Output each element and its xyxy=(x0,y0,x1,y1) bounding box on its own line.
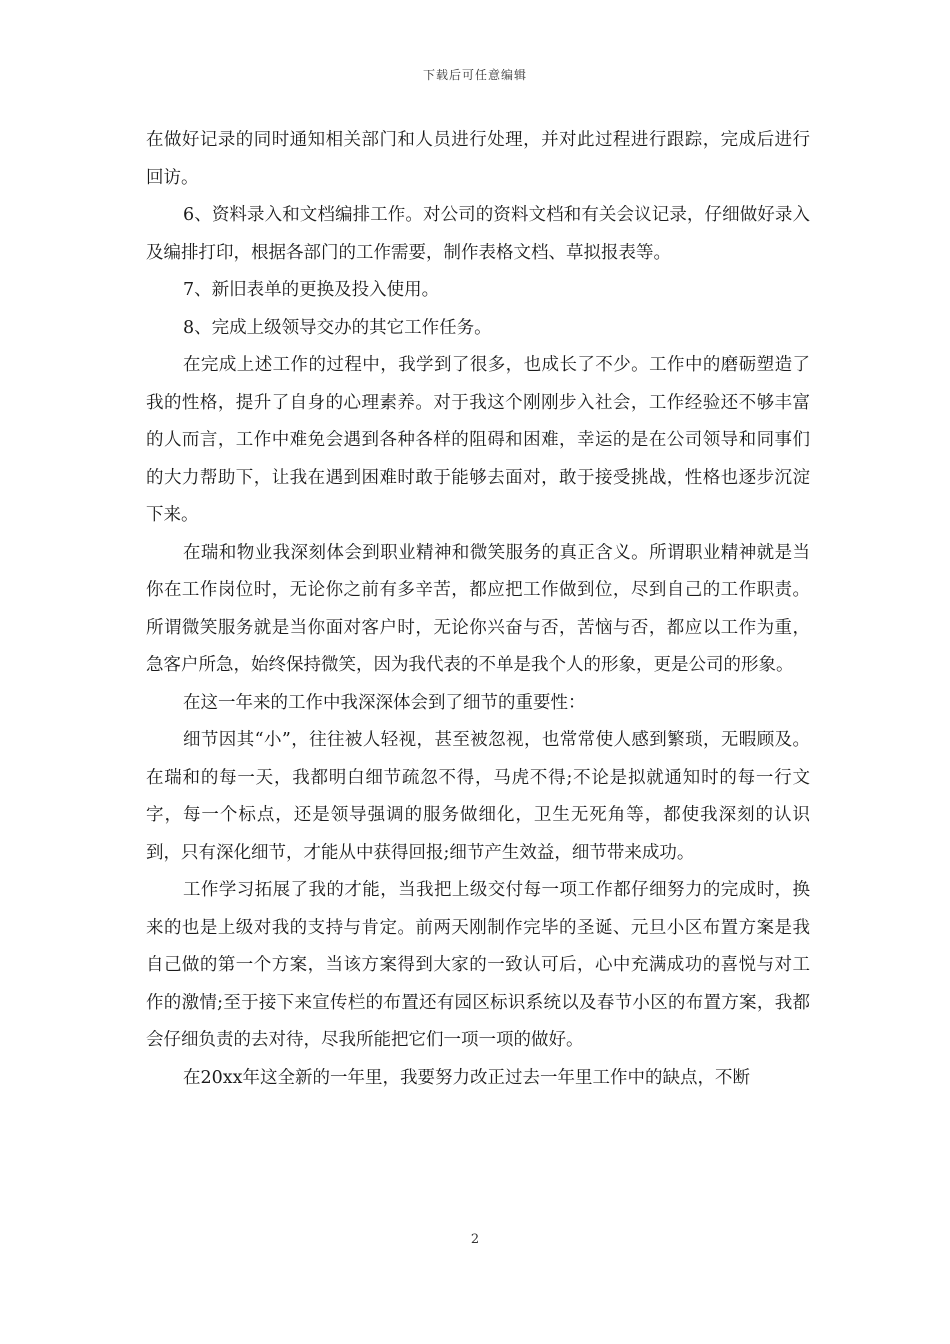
page-number: 2 xyxy=(470,1232,480,1247)
page-header: 下载后可任意编辑 xyxy=(422,68,527,82)
paragraph-5: 在完成上述工作的过程中，我学到了很多，也成长了不少。工作中的磨砺塑造了我的性格，提升了自身的心理素养。对于我这个刚刚步入社会，工作经验还不够丰富的人而言，工作中难免会遇到各种各样的阻碍和困难，幸运的是在公司领导和同事们的大力帮助下，让我在遇到困难时敢于能够去面对，敢于接受挑战，性格也逐步沉淀下来。 xyxy=(146,355,810,525)
paragraph-3: 7、新旧表单的更换及投入使用。 xyxy=(183,280,440,300)
paragraph-9: 工作学习拓展了我的才能，当我把上级交付每一项工作都仔细努力的完成时，换来的也是上级对我的支持与肯定。前两天刚制作完毕的圣诞、元旦小区布置方案是我自己做的第一个方案，当该方案得到大家的一致认可后，心中充满成功的喜悦与对工作的激情;至于接下来宣传栏的布置还有园区标识系统以及春节小区的布置方案，我都会仔细负责的去对待，尽我所能把它们一项一项的做好。 xyxy=(146,880,810,1050)
paragraph-7: 在这一年来的工作中我深深体会到了细节的重要性： xyxy=(183,692,586,713)
paragraph-1: 在做好记录的同时通知相关部门和人员进行处理，并对此过程进行跟踪，完成后进行回访。 xyxy=(146,130,810,188)
document-body xyxy=(146,122,810,1097)
paragraph-8: 细节因其“小”，往往被人轻视，甚至被忽视，也常常使人感到繁琐，无暇顾及。在瑞和的每一天，我都明白细节疏忽不得，马虎不得;不论是拟就通知时的每一行文字，每一个标点，还是领导强调的服务做细化，卫生无死角等，都使我深刻的认识到，只有深化细节，才能从中获得回报;细节产生效益，细节带来成功。 xyxy=(146,730,810,863)
paragraph-6: 在瑞和物业我深刻体会到职业精神和微笑服务的真正含义。所谓职业精神就是当你在工作岗位时，无论你之前有多辛苦，都应把工作做到位，尽到自己的工作职责。所谓微笑服务就是当你面对客户时，无论你兴奋与否，苦恼与否，都应以工作为重，急客户所急，始终保持微笑，因为我代表的不单是我个人的形象，更是公司的形象。 xyxy=(146,542,810,675)
paragraph-2: 6、资料录入和文档编排工作。对公司的资料文档和有关会议记录，仔细做好录入及编排打印，根据各部门的工作需要，制作表格文档、草拟报表等。 xyxy=(146,205,810,263)
paragraph-4: 8、完成上级领导交办的其它工作任务。 xyxy=(183,317,492,338)
paragraph-10: 在20xx年这全新的一年里，我要努力改正过去一年里工作中的缺点，不断 xyxy=(183,1067,751,1088)
